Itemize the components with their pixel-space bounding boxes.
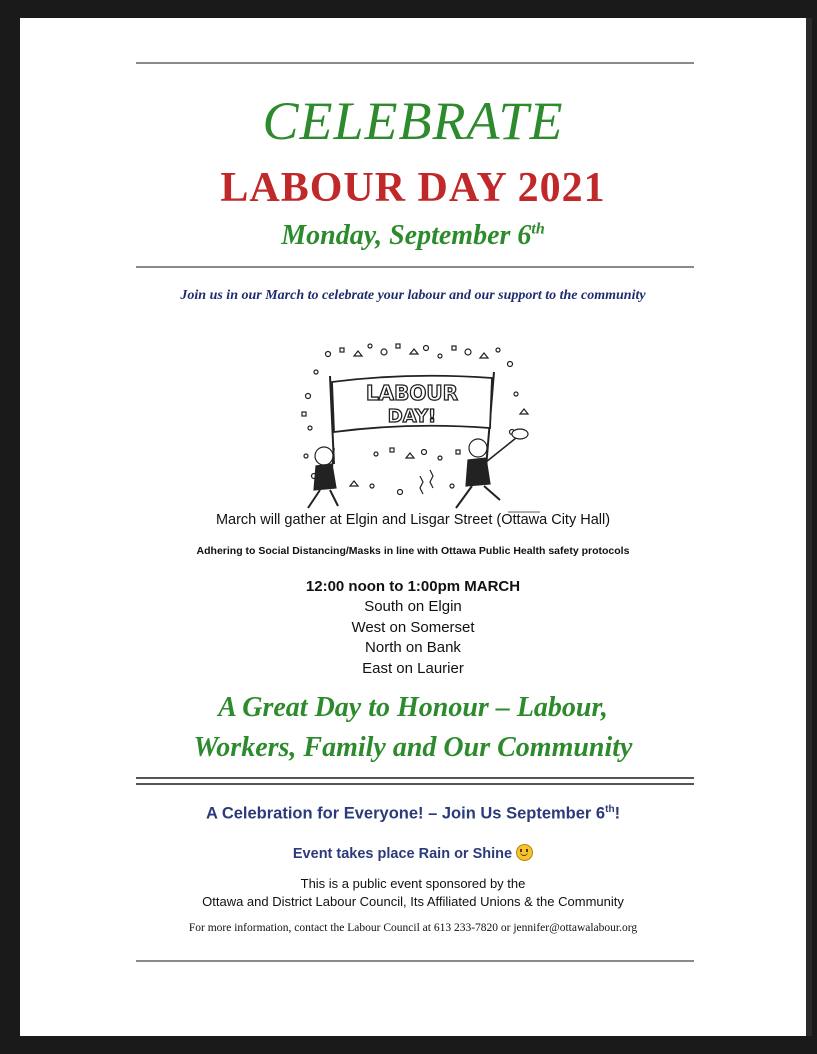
celebration-text-suffix: th [605, 804, 615, 815]
rain-or-shine-line [20, 844, 806, 862]
smiley-icon [516, 844, 533, 861]
header-divider [136, 266, 694, 268]
top-divider [136, 62, 694, 64]
event-date-suffix: th [531, 220, 545, 238]
celebration-text [20, 804, 806, 824]
celebration-text-end: ! [614, 804, 621, 823]
rain-or-shine-text: Event takes place Rain or Shine [292, 846, 513, 862]
sponsor-line2: Ottawa and District Labour Council, Its Affiliated Unions & the Community [202, 894, 624, 909]
slogan-divider [136, 777, 694, 785]
route-step: South on Elgin [364, 598, 462, 615]
march-time: 12:00 noon to 1:00pm MARCH [305, 578, 521, 595]
celebrate-heading: CELEBRATE [262, 91, 564, 151]
route-step: East on Laurier [362, 659, 464, 677]
slogan-line2: Workers, Family and Our Community [193, 732, 633, 763]
celebration-text-main: A Celebration for Everyone! – Join Us September 6 [205, 804, 606, 823]
safety-notice: Adhering to Social Distancing/Masks in line with Ottawa Public Health safety protocols [196, 545, 630, 557]
event-date [20, 220, 806, 252]
route-step: West on Somerset [351, 618, 475, 636]
banner-text-line1: LABOUR [365, 381, 459, 405]
bottom-divider [136, 960, 694, 962]
event-date-text: Monday, September 6 [281, 220, 532, 251]
page-title: LABOUR DAY 2021 [220, 165, 606, 211]
labour-day-illustration [280, 336, 550, 516]
contact-info: For more information, contact the Labour Council at 613 233-7820 or jennifer@ottawalabour.org [188, 922, 638, 934]
gathering-location: March will gather at Elgin and Lisgar Street (Ottawa City Hall) [215, 512, 611, 528]
flyer-page [20, 18, 812, 1036]
slogan-line1: A Great Day to Honour – Labour, [218, 692, 608, 723]
sponsor-line1: This is a public event sponsored by the [300, 876, 526, 891]
route-step: North on Bank [365, 639, 461, 656]
banner-text-line2: DAY! [387, 406, 437, 427]
invitation-text: Join us in our March to celebrate your labour and our support to the community [180, 288, 646, 303]
